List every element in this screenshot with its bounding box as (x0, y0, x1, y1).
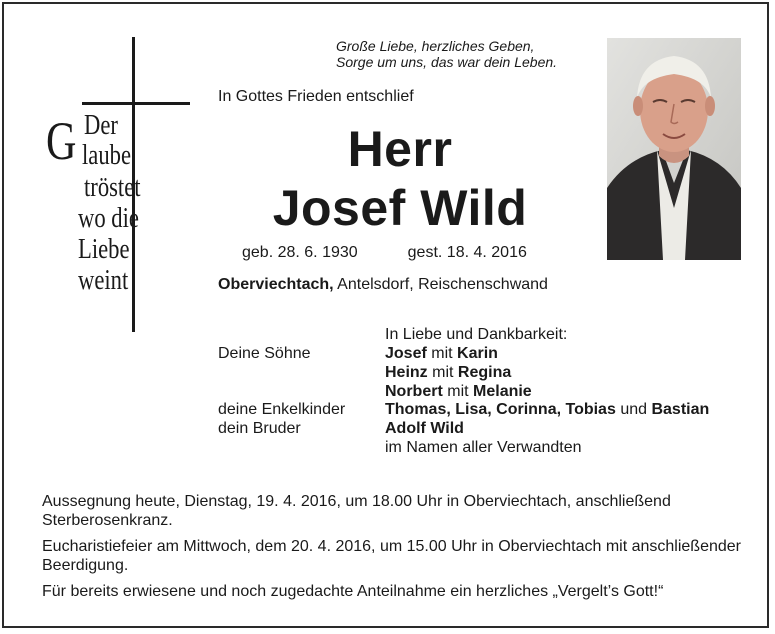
mourners-heading: In Liebe und Dankbarkeit: (385, 326, 568, 343)
conjunction: mit (447, 383, 469, 400)
son-entry (385, 364, 511, 382)
brother-name-text: Adolf Wild (385, 420, 464, 437)
death-date: gest. 18. 4. 2016 (407, 244, 527, 261)
conjunction: und (620, 401, 648, 418)
verse-trostet: tröstet (84, 171, 141, 203)
conjunction: mit (431, 345, 453, 362)
place-rest: Antelsdorf, Reischenschwand (337, 276, 548, 293)
brother-label: dein Bruder (218, 420, 301, 437)
sons-label: Deine Söhne (218, 345, 311, 362)
verse-der: Der (84, 109, 118, 141)
verse-weint: weint (78, 264, 129, 296)
brother-name (385, 420, 464, 438)
thanks-note: Für bereits erwiesene und noch zugedachte Anteilnahme ein herzliches „Vergelt’s Gott!“ (42, 583, 664, 600)
cross-horizontal-bar (82, 102, 190, 105)
grandchildren-list: Thomas, Lisa, Corinna, Tobias (385, 401, 616, 418)
verse-liebe: Liebe (78, 233, 130, 265)
grandchildren-names (385, 401, 709, 419)
memorial-quote (336, 38, 557, 70)
life-dates (242, 244, 527, 262)
partner-name: Regina (457, 364, 512, 381)
grandchild-last: Bastian (651, 401, 710, 418)
verse-big-g: G (46, 111, 77, 171)
quote-line-1: Große Liebe, herzliches Geben, (336, 38, 535, 54)
relatives-note: im Namen aller Verwandten (385, 439, 582, 456)
son-entry (385, 383, 532, 401)
verse-wo-die: wo die (78, 202, 139, 234)
deceased-title: Herr (347, 121, 453, 177)
son-name: Norbert (385, 383, 443, 400)
place-main: Oberviechtach, (218, 276, 334, 293)
quote-line-2: Sorge um uns, das war dein Leben. (336, 54, 558, 70)
partner-name: Melanie (473, 383, 532, 400)
son-name: Heinz (385, 364, 428, 381)
place-line (218, 276, 548, 294)
conjunction: mit (432, 364, 454, 381)
partner-name: Karin (457, 345, 498, 362)
intro-text: In Gottes Frieden entschlief (218, 88, 414, 105)
portrait-image (607, 38, 741, 260)
grandchildren-label: deine Enkelkinder (218, 401, 346, 418)
verse-laube: laube (82, 139, 131, 171)
eucharist-info: Eucharistiefeier am Mittwoch, dem 20. 4. 2016, um 15.00 Uhr in Oberviechtach mit anschließender Beerdigung. (42, 538, 741, 574)
portrait-photo (607, 38, 741, 260)
son-entry (385, 345, 498, 363)
obituary-card (2, 2, 769, 628)
funeral-blessing-info: Aussegnung heute, Dienstag, 19. 4. 2016, um 18.00 Uhr in Oberviechtach, anschließend Sterberosenkranz. (42, 493, 671, 529)
son-name: Josef (385, 345, 427, 362)
birth-date: geb. 28. 6. 1930 (242, 244, 358, 261)
deceased-name: Josef Wild (272, 180, 528, 236)
